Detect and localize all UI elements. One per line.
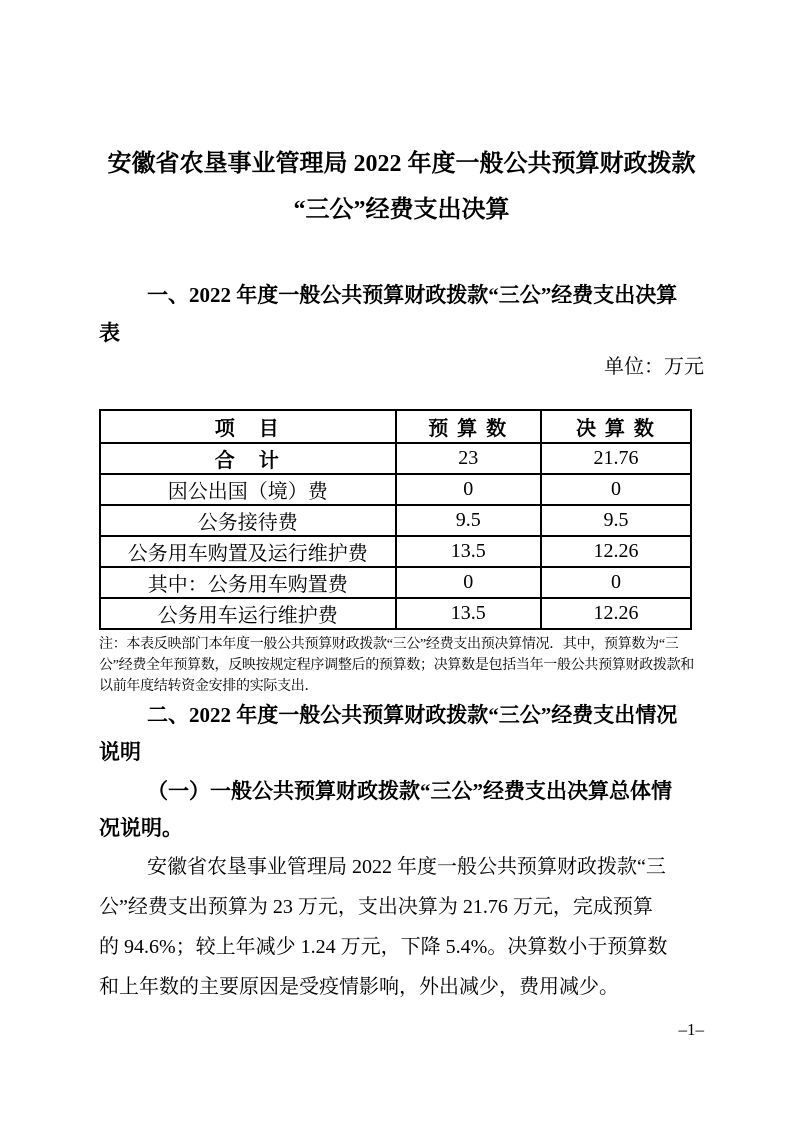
section1-heading-line1: 一、2022 年度一般公共预算财政拨款“三公”经费支出决算: [147, 283, 678, 307]
row-vehicle-total-item: 公务用车购置及运行维护费: [100, 536, 396, 567]
section1-heading-line2: 表: [99, 321, 120, 345]
table-row-total: [100, 443, 691, 474]
table-row-vehicle-total: [100, 536, 691, 567]
paragraph-line2: 公”经费支出预算为 23 万元，支出决算为 21.76 万元，完成预算: [99, 896, 653, 918]
row-abroad-budget: 0: [396, 474, 541, 505]
three-public-expense-table: [99, 409, 692, 630]
section2-sub-heading-line1: （一）一般公共预算财政拨款“三公”经费支出决算总体情: [147, 779, 672, 803]
section2-sub-heading: [99, 773, 704, 847]
page-number: –1–: [678, 1020, 704, 1039]
row-vehicle-purchase-budget: 0: [396, 567, 541, 598]
col-header-budget: 预 算 数: [396, 410, 541, 443]
row-reception-item: 公务接待费: [100, 505, 396, 536]
row-vehicle-maintenance-item: 公务用车运行维护费: [100, 598, 396, 629]
table-row-abroad: [100, 474, 691, 505]
row-total-item: 合 计: [100, 443, 396, 474]
document-title-line1: 安徽省农垦事业管理局 2022 年度一般公共预算财政拨款: [107, 151, 696, 177]
paragraph-line1: 安徽省农垦事业管理局 2022 年度一般公共预算财政拨款“三: [147, 856, 666, 878]
paragraph-line3: 的 94.6%；较上年减少 1.24 万元，下降 5.4%。决算数小于预算数: [99, 936, 668, 958]
section2-paragraph: [99, 847, 704, 1007]
row-abroad-final: 0: [541, 474, 691, 505]
table-row-vehicle-purchase: [100, 567, 691, 598]
row-total-budget: 23: [396, 443, 541, 474]
row-abroad-item: 因公出国（境）费: [100, 474, 396, 505]
table-row-reception: [100, 505, 691, 536]
section2-heading: [99, 697, 704, 771]
table-note-line1: 注：本表反映部门本年度一般公共预算财政拨款“三公”经费支出预决算情况．其中，预算数为“三: [99, 637, 679, 652]
section1-heading: [99, 276, 704, 352]
unit-label: 单位：万元: [604, 356, 704, 378]
col-header-final: 决 算 数: [541, 410, 691, 443]
row-total-final: 21.76: [541, 443, 691, 474]
col-header-item: 项 目: [100, 410, 396, 443]
table-row-vehicle-maintenance: [100, 598, 691, 629]
table-header-row: [100, 410, 691, 443]
document-title: [99, 141, 704, 233]
row-vehicle-maintenance-final: 12.26: [541, 598, 691, 629]
paragraph-line4: 和上年数的主要原因是受疫情影响，外出减少，费用减少。: [99, 976, 619, 998]
table-note: [99, 634, 704, 697]
row-vehicle-total-budget: 13.5: [396, 536, 541, 567]
row-vehicle-total-final: 12.26: [541, 536, 691, 567]
row-vehicle-purchase-final: 0: [541, 567, 691, 598]
table-note-line2: 公”经费全年预算数，反映按规定程序调整后的预算数；决算数是包括当年一般公共预算财政拨款和: [99, 658, 695, 673]
row-reception-budget: 9.5: [396, 505, 541, 536]
row-reception-final: 9.5: [541, 505, 691, 536]
row-vehicle-maintenance-budget: 13.5: [396, 598, 541, 629]
section2-heading-line1: 二、2022 年度一般公共预算财政拨款“三公”经费支出情况: [147, 703, 678, 727]
section2-sub-heading-line2: 况说明。: [99, 816, 183, 840]
row-vehicle-purchase-item: 其中：公务用车购置费: [100, 567, 396, 598]
document-title-line2: “三公”经费支出决算: [293, 197, 510, 223]
section2-heading-line2: 说明: [99, 740, 141, 764]
table-note-line3: 以前年度结转资金安排的实际支出．: [99, 679, 319, 694]
